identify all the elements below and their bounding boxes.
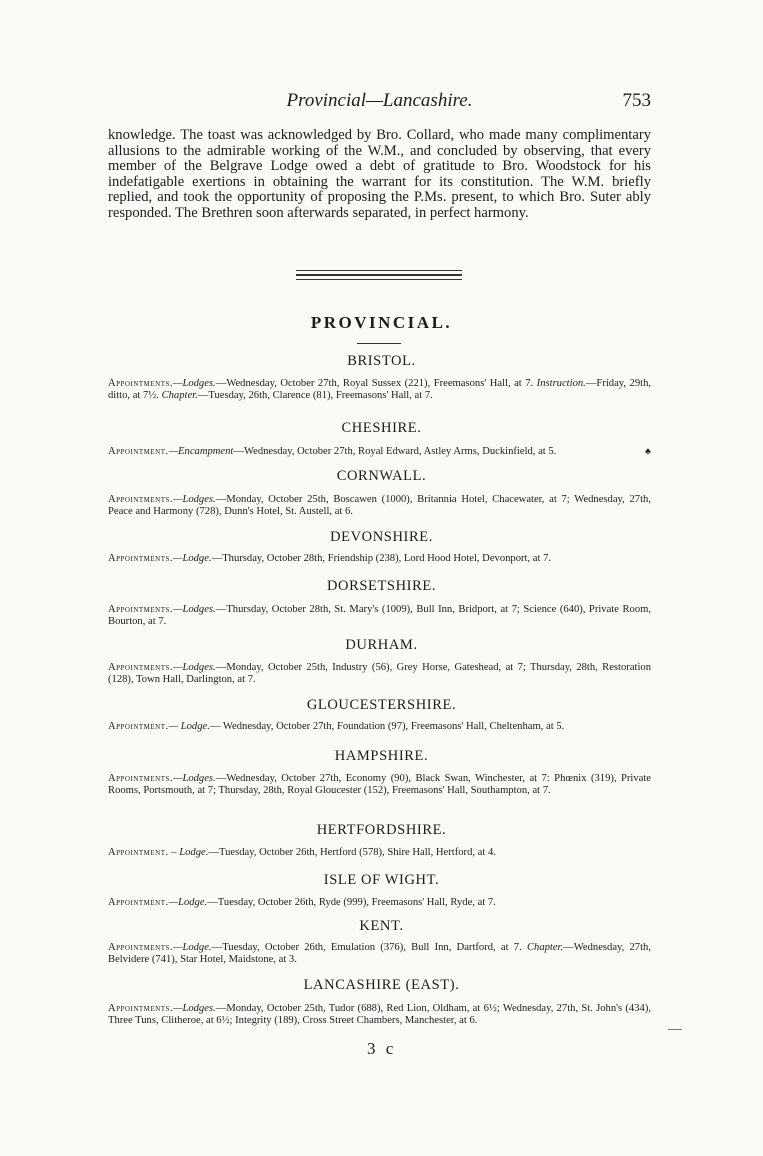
- appointment-entry: [108, 1003, 651, 1027]
- entry-category: —Lodge.: [173, 553, 212, 564]
- entry-category: —Lodge.: [168, 897, 208, 908]
- entry-label: Appointments.: [108, 494, 174, 505]
- appointment-entry: [108, 494, 651, 518]
- appointment-entry: [108, 942, 651, 966]
- entry-details: —Thursday, October 28th, St. Mary's (1009), Bull Inn, Bridport, at 7; Science (640), Private Room, Bourton, at 7.: [108, 604, 651, 627]
- appointment-entry: [108, 662, 651, 686]
- entry-label: Appointments.: [108, 942, 174, 953]
- entry-details: —Wednesday, October 27th, Royal Sussex (221), Freemasons' Hall, at 7.: [215, 378, 537, 389]
- entry-details: —Tuesday, October 26th, Hertford (578), Shire Hall, Hertford, at 4.: [208, 847, 496, 858]
- county-heading: HAMPSHIRE.: [334, 748, 429, 764]
- county-heading: BRISTOL.: [347, 353, 416, 369]
- entry-details: —Tuesday, October 26th, Emulation (376), Bull Inn, Dartford, at 7.: [211, 942, 527, 953]
- entry-category: – Lodge.: [168, 847, 209, 858]
- entry-category: Chapter.: [161, 390, 198, 401]
- entry-details: —Monday, October 25th, Tudor (688), Red Lion, Oldham, at 6½; Wednesday, 27th, St. John's (434), Three Tuns, Clitheroe, at 6½; Integrity (189), Cross Street Chambers, Manchester, at 6.: [108, 1003, 651, 1026]
- section-title: PROVINCIAL.: [310, 313, 453, 332]
- entry-label: Appointments.: [108, 662, 174, 673]
- appointment-entry: [108, 446, 651, 458]
- county-heading: HERTFORDSHIRE.: [316, 822, 447, 838]
- appointment-entry: [108, 897, 651, 909]
- entry-label: Appointments.: [108, 1003, 174, 1014]
- intro-paragraph: knowledge. The toast was acknowledged by Bro. Collard, who made many complimentary allusions to the admirable working of the W.M., and concluded by observing, that every member of the Belgrave Lodge owed a debt of gratitude to Bro. Woodstock for his indefatigable exertions in obtaining the warrant for its constitution. The W.M. briefly replied, and took the opportunity of proposing the P.Ms. present, to which Bro. Suter ably responded. The Brethren soon afterwards separated, in perfect harmony.: [108, 127, 651, 221]
- separator-rule: [296, 279, 462, 280]
- entry-category: —Lodges.: [173, 662, 216, 673]
- separator-rule: [296, 270, 462, 271]
- entry-category: —Lodges.: [173, 378, 216, 389]
- entry-category: Chapter.: [526, 942, 564, 953]
- entry-details: — Wednesday, October 27th, Foundation (97), Freemasons' Hall, Cheltenham, at 5.: [209, 721, 565, 732]
- page-number: 753: [622, 90, 651, 111]
- section-underline: [357, 343, 401, 344]
- county-heading: KENT.: [359, 918, 404, 934]
- entry-label: Appointments.: [108, 378, 174, 389]
- appointment-entry: [108, 378, 651, 402]
- county-heading: ISLE OF WIGHT.: [323, 872, 440, 888]
- signature-mark: 3 c: [367, 1039, 397, 1058]
- appointment-entry: [108, 553, 651, 565]
- margin-ornament-icon: ♣: [645, 446, 651, 456]
- entry-label: Appointments.: [108, 553, 174, 564]
- entry-category: Instruction.: [536, 378, 586, 389]
- county-heading: DEVONSHIRE.: [330, 529, 433, 545]
- entry-details: —Wednesday, October 27th, Economy (90), Black Swan, Winchester, at 7: Phœnix (319), Private Rooms, Portsmouth, at 7; Thursday, 28th, Royal Gloucester (152), Freemasons' Hall, Southampton, at 7.: [108, 773, 651, 796]
- entry-category: — Lodge.: [168, 721, 210, 732]
- county-heading: CHESHIRE.: [341, 420, 422, 436]
- entry-category: —Lodges.: [173, 773, 216, 784]
- entry-label: Appointments.: [108, 604, 174, 615]
- margin-dash: [668, 1029, 682, 1030]
- entry-category: —Lodges.: [173, 604, 216, 615]
- appointment-entry: [108, 847, 651, 859]
- appointment-entry: [108, 604, 651, 628]
- appointment-entry: [108, 773, 651, 797]
- entry-label: Appointment.: [108, 446, 169, 457]
- running-head: [108, 90, 651, 114]
- entry-details: —Tuesday, October 26th, Ryde (999), Freemasons' Hall, Ryde, at 7.: [207, 897, 496, 908]
- entry-details: —Wednesday, October 27th, Royal Edward, Astley Arms, Duckinfield, at 5.: [233, 446, 557, 457]
- entry-category: —Lodges.: [173, 494, 216, 505]
- running-title: Provincial—Lancashire.: [286, 90, 473, 111]
- county-heading: DORSETSHIRE.: [326, 578, 437, 594]
- entry-category: —Lodges.: [173, 1003, 216, 1014]
- entry-label: Appointment.: [108, 721, 169, 732]
- county-heading: LANCASHIRE (EAST).: [303, 977, 460, 993]
- entry-category: —Lodge.: [173, 942, 212, 953]
- entry-label: Appointments.: [108, 773, 174, 784]
- appointment-entry: [108, 721, 651, 733]
- entry-details: —Wednesday, 27th, Belvidere (741), Star Hotel, Maidstone, at 3.: [108, 942, 651, 965]
- entry-details: —Monday, October 25th, Industry (56), Grey Horse, Gateshead, at 7; Thursday, 28th, Restoration (128), Town Hall, Darlington, at 7.: [108, 662, 651, 685]
- separator-rule: [296, 274, 462, 276]
- entry-category: —Encampment: [168, 446, 234, 457]
- county-heading: DURHAM.: [345, 637, 418, 653]
- county-heading: GLOUCESTERSHIRE.: [306, 697, 457, 713]
- entry-details: —Monday, October 25th, Boscawen (1000), Britannia Hotel, Chacewater, at 7; Wednesday, 27th, Peace and Harmony (728), Dunn's Hotel, St. Austell, at 6.: [108, 494, 651, 517]
- entry-details: —Friday, 29th, ditto, at 7½.: [108, 378, 652, 401]
- entry-details: —Tuesday, 26th, Clarence (81), Freemasons' Hall, at 7.: [197, 390, 433, 401]
- entry-label: Appointment.: [108, 847, 169, 858]
- entry-details: —Thursday, October 28th, Friendship (238), Lord Hood Hotel, Devonport, at 7.: [211, 553, 552, 564]
- county-heading: CORNWALL.: [336, 468, 427, 484]
- entry-label: Appointment.: [108, 897, 169, 908]
